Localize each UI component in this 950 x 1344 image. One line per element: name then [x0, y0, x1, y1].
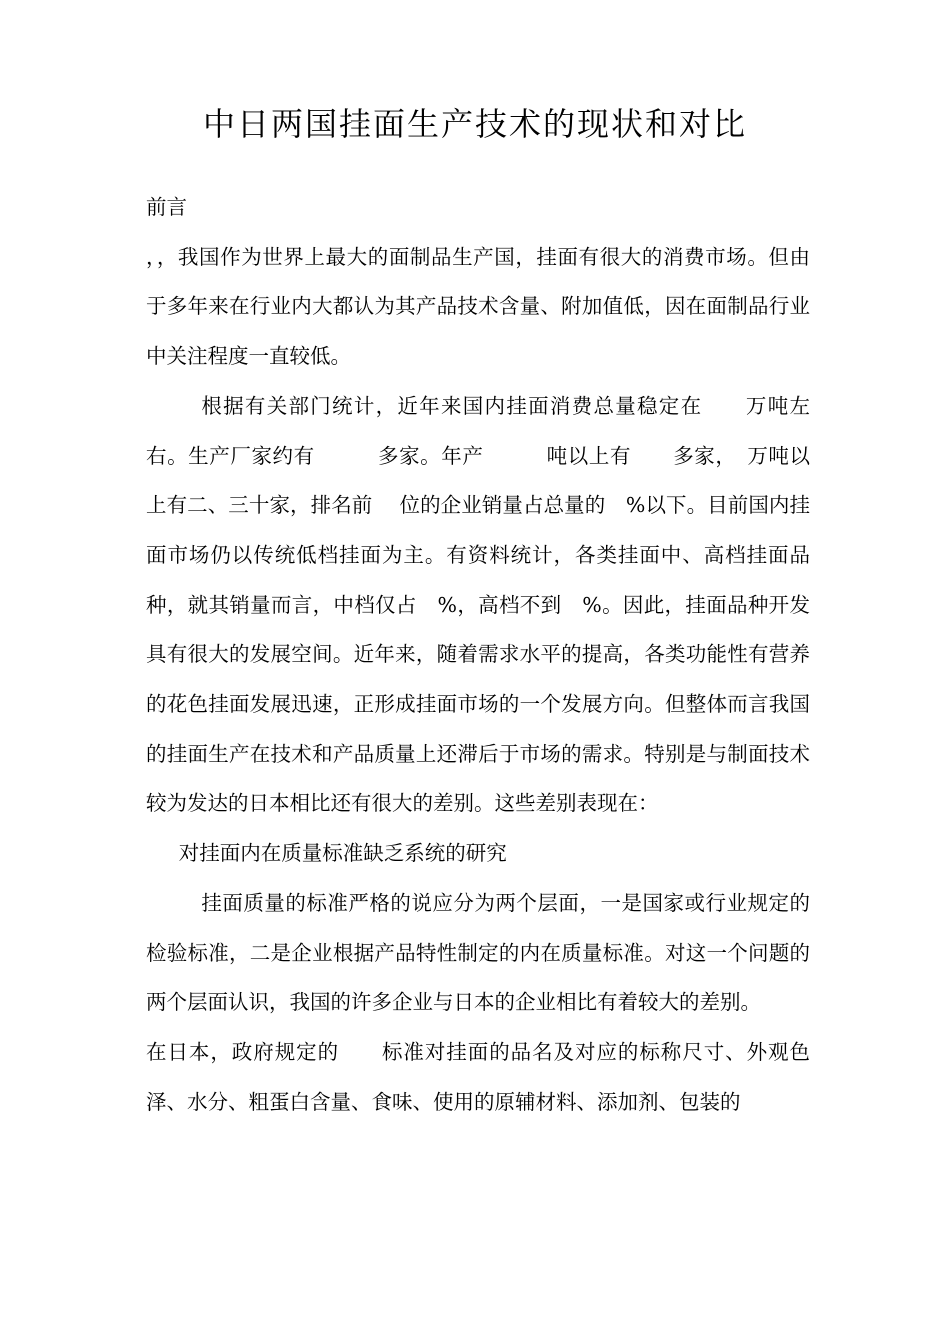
paragraph: ，，我国作为世界上最大的面制品生产国，挂面有很大的消费市场。但由于多年来在行业内大都认为其产品技术含量、附加值低，因在面制品行业中关注程度一直较低。	[146, 244, 810, 369]
document-title: 中日两国挂面生产技术的现状和对比	[202, 105, 747, 143]
section-heading-preface: 前言	[146, 195, 187, 219]
document-body	[146, 183, 810, 1127]
paragraph: 在日本，政府规定的 标准对挂面的品名及对应的标称尺寸、外观色泽、水分、粗蛋白含量、食味、使用的原辅材料、添加剂、包装的	[146, 1039, 810, 1114]
section-heading: 对挂面内在质量标准缺乏系统的研究	[178, 841, 507, 866]
paragraph: 挂面质量的标准严格的说应分为两个层面，一是国家或行业规定的检验标准，二是企业根据产品特性制定的内在质量标准。对这一个问题的两个层面认识，我国的许多企业与日本的企业相比有着较大的差别。	[146, 890, 810, 1015]
paragraph: 根据有关部门统计，近年来国内挂面消费总量稳定在 万吨左右。生产厂家约有 多家。年产 吨以上有 多家， 万吨以上有二、三十家，排名前 位的企业销量占总量的 %以下。目前国内挂面市场仍以传统低档挂面为主。有资料统计，各类挂面中、高档挂面品种，就其销量而言，中档仅占 %，高档不到 %。因此，挂面品种开发具有很大的发展空间。近年来，随着需求水平的提高，各类功能性有营养的花色挂面发展迅速，正形成挂面市场的一个发展方向。但整体而言我国的挂面生产在技术和产品质量上还滞后于市场的需求。特别是与制面技术较为发达的日本相比还有很大的差别。这些差别表现在：	[146, 393, 810, 816]
